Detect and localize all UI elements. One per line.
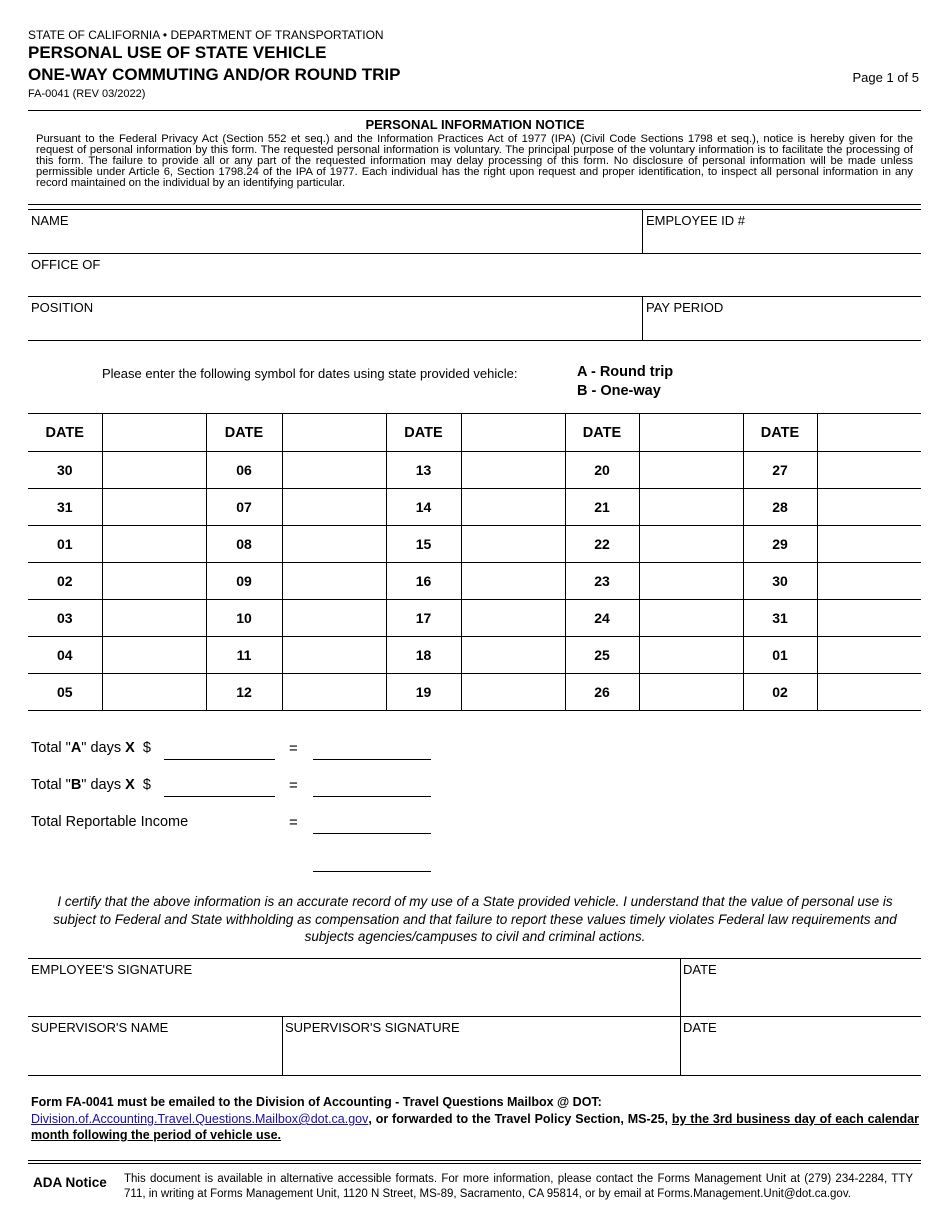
date-entry-cell[interactable] bbox=[102, 489, 206, 526]
date-entry-cell[interactable] bbox=[102, 526, 206, 563]
date-cell: 20 bbox=[565, 452, 639, 489]
supervisor-date-label: DATE bbox=[683, 1020, 717, 1035]
date-entry-cell[interactable] bbox=[639, 526, 743, 563]
date-entry-cell[interactable] bbox=[817, 563, 921, 600]
date-entry-cell[interactable] bbox=[817, 452, 921, 489]
position-field[interactable] bbox=[28, 297, 642, 340]
total-a-times: X bbox=[125, 740, 135, 756]
supervisor-date-field[interactable] bbox=[681, 1017, 921, 1075]
form-number: FA-0041 (REV 03/2022) bbox=[28, 88, 146, 100]
date-cell: 02 bbox=[28, 563, 102, 600]
employee-signature-field[interactable] bbox=[28, 959, 680, 1016]
supervisor-name-label: SUPERVISOR'S NAME bbox=[31, 1020, 169, 1035]
date-cell: 15 bbox=[386, 526, 461, 563]
total-a-rate-input[interactable] bbox=[164, 759, 275, 760]
instruction-text: Please enter the following symbol for dates using state provided vehicle: bbox=[102, 366, 518, 381]
office-of-label: OFFICE OF bbox=[31, 257, 101, 272]
certification-text: I certify that the above information is an accurate record of my use of a State provided vehicle. I understand that the value of personal use is subject to Federal and State withholding as compensation and that failure to report these values timely violates Federal law requirements and subjects agencies/campuses to civil and criminal actions. bbox=[53, 894, 897, 944]
pay-period-field[interactable] bbox=[643, 297, 921, 340]
date-entry-cell[interactable] bbox=[102, 674, 206, 711]
equals-sign: = bbox=[289, 814, 298, 831]
top-divider bbox=[28, 110, 921, 111]
date-cell: 12 bbox=[206, 674, 282, 711]
entry-header bbox=[639, 414, 743, 452]
date-cell: 08 bbox=[206, 526, 282, 563]
date-cell: 01 bbox=[743, 637, 817, 674]
date-cell: 30 bbox=[28, 452, 102, 489]
date-cell: 17 bbox=[386, 600, 461, 637]
date-cell: 04 bbox=[28, 637, 102, 674]
equals-sign: = bbox=[289, 740, 298, 757]
notice-title: PERSONAL INFORMATION NOTICE bbox=[365, 117, 585, 132]
date-entry-cell[interactable] bbox=[461, 637, 565, 674]
date-cell: 10 bbox=[206, 600, 282, 637]
position-label: POSITION bbox=[31, 300, 94, 315]
symbol-a: A - Round trip bbox=[577, 364, 674, 380]
date-cell: 06 bbox=[206, 452, 282, 489]
date-entry-cell[interactable] bbox=[282, 526, 386, 563]
form-title-line1: PERSONAL USE OF STATE VEHICLE bbox=[28, 43, 327, 62]
date-entry-cell[interactable] bbox=[102, 637, 206, 674]
employee-signature-label: EMPLOYEE'S SIGNATURE bbox=[31, 962, 193, 977]
total-b-prefix: Total " bbox=[31, 777, 71, 793]
pay-period-label: PAY PERIOD bbox=[646, 300, 724, 315]
total-a-label bbox=[31, 740, 151, 756]
date-cell: 07 bbox=[206, 489, 282, 526]
total-b-letter: B bbox=[70, 777, 82, 793]
supervisor-signature-label: SUPERVISOR'S SIGNATURE bbox=[285, 1020, 460, 1035]
date-cell: 14 bbox=[386, 489, 461, 526]
entry-header bbox=[102, 414, 206, 452]
total-reportable-input[interactable] bbox=[313, 833, 431, 834]
date-header: DATE bbox=[743, 414, 817, 452]
date-entry-cell[interactable] bbox=[102, 563, 206, 600]
total-b-amount-input[interactable] bbox=[313, 796, 431, 797]
date-entry-cell[interactable] bbox=[102, 452, 206, 489]
fields-divider-top bbox=[28, 204, 921, 205]
total-b-suffix: " days bbox=[81, 777, 126, 793]
agency-line: STATE OF CALIFORNIA • DEPARTMENT OF TRANSPORTATION bbox=[28, 28, 384, 42]
date-entry-cell[interactable] bbox=[461, 526, 565, 563]
date-entry-cell[interactable] bbox=[461, 452, 565, 489]
extra-amount-input[interactable] bbox=[313, 871, 431, 872]
date-cell: 31 bbox=[28, 489, 102, 526]
entry-header bbox=[461, 414, 565, 452]
date-entry-cell[interactable] bbox=[639, 563, 743, 600]
date-header: DATE bbox=[386, 414, 461, 452]
date-table-row bbox=[28, 674, 921, 711]
date-cell: 16 bbox=[386, 563, 461, 600]
notice-body: Pursuant to the Federal Privacy Act (Section 552 et seq.) and the Information Practices Act of 1977 (IPA) (Civil Code Sections 1798 et seq.), notice is hereby given for the request of personal information by this form. The requested personal information is voluntary. The principal purpose of the voluntary information is to facilitate the processing of this form. The failure to provide all or any part of the requested information may delay processing of this form. No disclosure of personal information will be made unless permissible under Article 6, Section 1798.24 of the IPA of 1977. Each individual has the right upon request and proper identification, to inspect all personal information in any record maintained on the individual by an identifying particular. bbox=[36, 133, 913, 189]
employee-date-field[interactable] bbox=[681, 959, 921, 1016]
date-table-row bbox=[28, 526, 921, 563]
date-cell: 09 bbox=[206, 563, 282, 600]
date-cell: 13 bbox=[386, 452, 461, 489]
page-number: Page 1 of 5 bbox=[852, 70, 919, 85]
date-entry-cell[interactable] bbox=[282, 637, 386, 674]
date-entry-cell[interactable] bbox=[817, 526, 921, 563]
supervisor-name-field[interactable] bbox=[28, 1017, 282, 1075]
employee-id-label: EMPLOYEE ID # bbox=[646, 213, 745, 228]
ada-divider2 bbox=[28, 1163, 921, 1164]
date-entry-cell[interactable] bbox=[461, 600, 565, 637]
date-cell: 29 bbox=[743, 526, 817, 563]
symbol-b: B - One-way bbox=[577, 383, 661, 399]
date-cell: 18 bbox=[386, 637, 461, 674]
date-entry-cell[interactable] bbox=[639, 674, 743, 711]
date-table-header bbox=[28, 414, 921, 452]
date-entry-cell[interactable] bbox=[639, 452, 743, 489]
date-entry-cell[interactable] bbox=[461, 563, 565, 600]
date-header: DATE bbox=[28, 414, 102, 452]
date-entry-cell[interactable] bbox=[102, 600, 206, 637]
date-entry-cell[interactable] bbox=[639, 489, 743, 526]
ada-text: This document is available in alternative accessible formats. For more information, please contact the Forms Management Unit at (279) 234-2284, TTY 711, in writing at Forms Management Unit, 1120 N Street, MS-89, Sacramento, CA 95814, or by email at Forms.Management.Unit@dot.ca.gov. bbox=[124, 1173, 913, 1200]
date-table-row bbox=[28, 637, 921, 674]
date-table bbox=[28, 413, 921, 711]
date-entry-cell[interactable] bbox=[282, 452, 386, 489]
date-cell: 27 bbox=[743, 452, 817, 489]
office-of-field[interactable] bbox=[28, 254, 921, 296]
name-label: NAME bbox=[31, 213, 69, 228]
submission-line1: Form FA-0041 must be emailed to the Division of Accounting - Travel Questions Mailbox @ DOT: bbox=[31, 1095, 602, 1109]
submission-details bbox=[31, 1111, 919, 1143]
date-table-row bbox=[28, 452, 921, 489]
date-entry-cell[interactable] bbox=[639, 600, 743, 637]
entry-header bbox=[817, 414, 921, 452]
date-cell: 19 bbox=[386, 674, 461, 711]
entry-header bbox=[282, 414, 386, 452]
total-a-dollar: $ bbox=[142, 740, 151, 756]
equals-sign: = bbox=[289, 777, 298, 794]
date-entry-cell[interactable] bbox=[282, 563, 386, 600]
date-entry-cell[interactable] bbox=[817, 674, 921, 711]
date-cell: 02 bbox=[743, 674, 817, 711]
total-a-suffix: " days bbox=[81, 740, 126, 756]
date-entry-cell[interactable] bbox=[461, 489, 565, 526]
date-cell: 03 bbox=[28, 600, 102, 637]
date-cell: 23 bbox=[565, 563, 639, 600]
ada-label: ADA Notice bbox=[33, 1175, 107, 1190]
field-divider bbox=[28, 340, 921, 341]
date-entry-cell[interactable] bbox=[461, 674, 565, 711]
date-cell: 30 bbox=[743, 563, 817, 600]
name-field[interactable] bbox=[28, 210, 642, 253]
submission-deadline: by the 3rd business day of each calendar month following the period of vehicle use. bbox=[31, 1112, 919, 1142]
date-cell: 24 bbox=[565, 600, 639, 637]
total-b-dollar: $ bbox=[142, 777, 151, 793]
date-table-row bbox=[28, 563, 921, 600]
employee-date-label: DATE bbox=[683, 962, 717, 977]
date-cell: 01 bbox=[28, 526, 102, 563]
date-entry-cell[interactable] bbox=[639, 637, 743, 674]
date-cell: 11 bbox=[206, 637, 282, 674]
date-header: DATE bbox=[565, 414, 639, 452]
supervisor-signature-field[interactable] bbox=[283, 1017, 680, 1075]
date-header: DATE bbox=[206, 414, 282, 452]
signature-divider bbox=[28, 1075, 921, 1076]
total-reportable-label: Total Reportable Income bbox=[31, 814, 189, 830]
date-cell: 21 bbox=[565, 489, 639, 526]
date-cell: 22 bbox=[565, 526, 639, 563]
total-a-amount-input[interactable] bbox=[313, 759, 431, 760]
date-table-row bbox=[28, 600, 921, 637]
total-a-prefix: Total " bbox=[31, 740, 71, 756]
date-table-row bbox=[28, 489, 921, 526]
date-entry-cell[interactable] bbox=[817, 637, 921, 674]
accounting-email-link[interactable]: Division.of.Accounting.Travel.Questions.Mailbox@dot.ca.gov bbox=[31, 1112, 369, 1126]
date-entry-cell[interactable] bbox=[817, 489, 921, 526]
total-b-label bbox=[31, 777, 151, 793]
date-cell: 28 bbox=[743, 489, 817, 526]
total-a-letter: A bbox=[70, 740, 82, 756]
date-cell: 31 bbox=[743, 600, 817, 637]
form-title-line2: ONE-WAY COMMUTING AND/OR ROUND TRIP bbox=[28, 65, 401, 84]
submission-middle: , or forwarded to the Travel Policy Section, MS-25, bbox=[368, 1112, 672, 1126]
date-cell: 05 bbox=[28, 674, 102, 711]
date-cell: 26 bbox=[565, 674, 639, 711]
date-entry-cell[interactable] bbox=[282, 674, 386, 711]
date-entry-cell[interactable] bbox=[282, 600, 386, 637]
total-b-times: X bbox=[125, 777, 135, 793]
date-cell: 25 bbox=[565, 637, 639, 674]
ada-divider bbox=[28, 1160, 921, 1161]
total-b-rate-input[interactable] bbox=[164, 796, 275, 797]
employee-id-field[interactable] bbox=[643, 210, 921, 253]
date-entry-cell[interactable] bbox=[282, 489, 386, 526]
date-entry-cell[interactable] bbox=[817, 600, 921, 637]
